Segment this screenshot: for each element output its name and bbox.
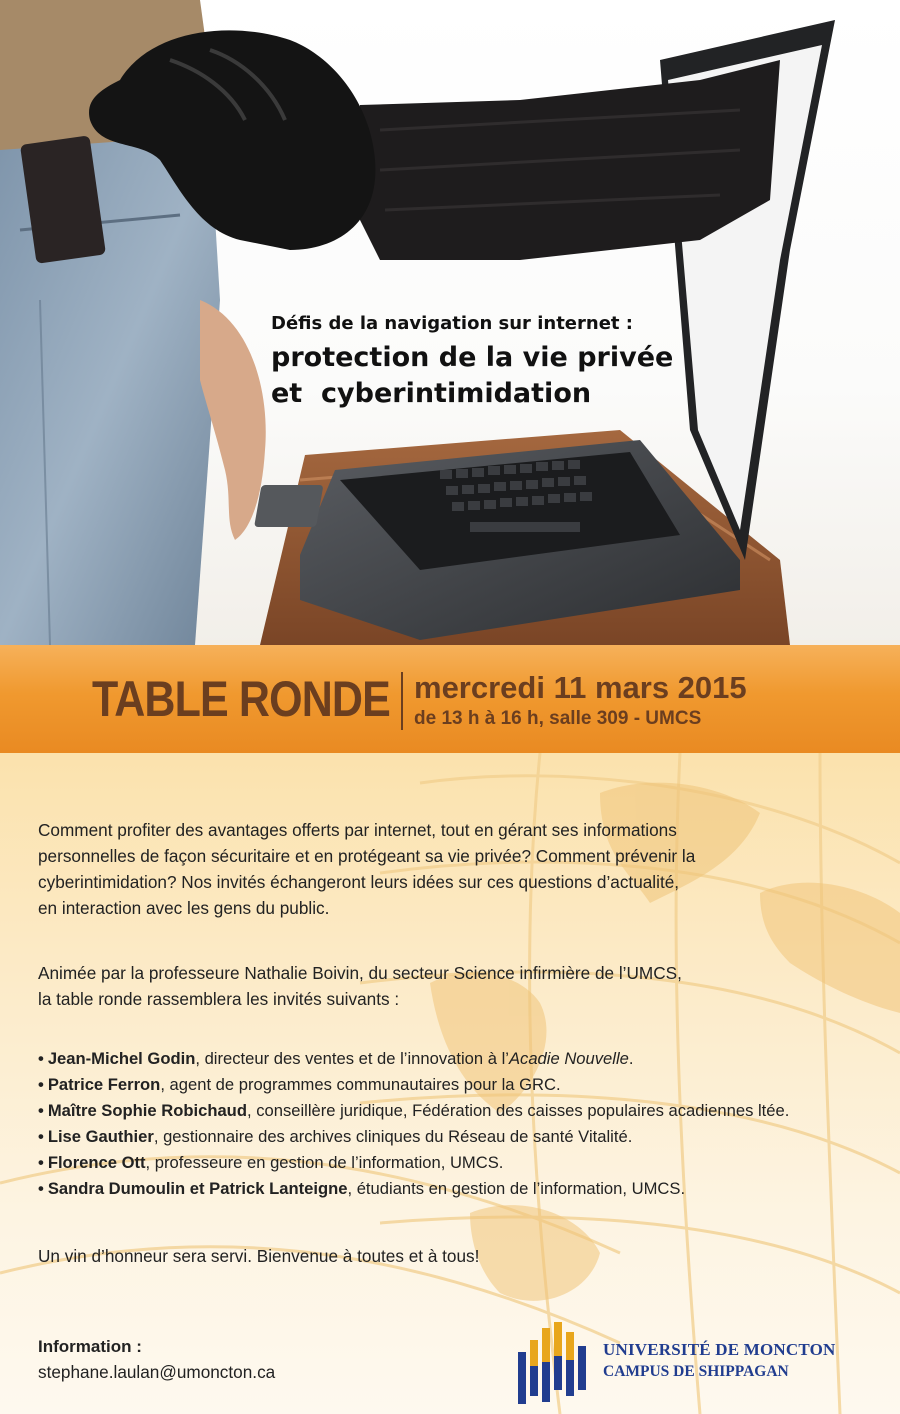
info-label: Information : xyxy=(38,1337,142,1356)
university-logo-icon xyxy=(516,1322,588,1404)
intro-line: personnelles de façon sécuritaire et en protégeant sa vie privée? Comment prévenir la xyxy=(38,846,696,866)
hero-title xyxy=(271,340,673,412)
intro-paragraph xyxy=(38,817,848,921)
intro-line: Comment profiter des avantages offerts par internet, tout en gérant ses informations xyxy=(38,820,677,840)
guest-name: Sandra Dumoulin et Patrick Lanteigne xyxy=(47,1179,348,1198)
hero-photo xyxy=(0,0,900,645)
bullet: • xyxy=(38,1179,44,1198)
intro-line: en interaction avec les gens du public. xyxy=(38,898,330,918)
hero-subtitle: Défis de la navigation sur internet : xyxy=(271,313,633,334)
guest-item xyxy=(38,1072,789,1098)
hero-title-line2: et cyberintimidation xyxy=(271,378,592,409)
guest-description: , conseillère juridique, Fédération des caisses populaires acadiennes ltée. xyxy=(246,1101,790,1120)
guest-description: , étudiants en gestion de l’information, UMCS. xyxy=(347,1179,686,1198)
closing-line: Un vin d’honneur sera servi. Bienvenue à toutes et à tous! xyxy=(38,1246,480,1266)
event-time-place: de 13 h à 16 h, salle 309 - UMCS xyxy=(414,708,702,729)
guest-name: Patrice Ferron xyxy=(47,1075,161,1094)
intro-line: cyberintimidation? Nos invités échangeront leurs idées sur ces questions d’actualité, xyxy=(38,872,680,892)
guest-item xyxy=(38,1098,789,1124)
bullet: • xyxy=(38,1101,44,1120)
host-paragraph xyxy=(38,960,848,1012)
guest-item xyxy=(38,1046,789,1072)
event-date: mercredi 11 mars 2015 xyxy=(414,670,747,705)
guest-item xyxy=(38,1176,789,1202)
guest-organization: Acadie Nouvelle xyxy=(508,1049,629,1068)
bullet: • xyxy=(38,1075,44,1094)
campus-name: CAMPUS DE SHIPPAGAN xyxy=(603,1363,789,1380)
host-line: la table ronde rassemblera les invités suivants : xyxy=(38,989,400,1009)
bullet: • xyxy=(38,1153,44,1172)
guest-description: , professeure en gestion de l’information, UMCS. xyxy=(145,1153,504,1172)
touchpad xyxy=(254,485,323,527)
guest-list xyxy=(38,1046,789,1202)
guest-description: , directeur des ventes et de l’innovation à l’ xyxy=(195,1049,509,1068)
bullet: • xyxy=(38,1127,44,1146)
university-name: UNIVERSITÉ DE MONCTON xyxy=(603,1340,836,1359)
guest-name: Lise Gauthier xyxy=(47,1127,154,1146)
info-email-link[interactable]: stephane.laulan@umoncton.ca xyxy=(38,1362,276,1382)
hero-title-line1: protection de la vie privée xyxy=(271,342,674,373)
guest-description: , agent de programmes communautaires pour la GRC. xyxy=(160,1075,561,1094)
banner-divider xyxy=(401,672,403,730)
host-line: Animée par la professeure Nathalie Boivin, du secteur Science infirmière de l’UMCS, xyxy=(38,963,682,983)
guest-description: , gestionnaire des archives cliniques du Réseau de santé Vitalité. xyxy=(153,1127,633,1146)
guest-end: . xyxy=(628,1049,634,1068)
bullet: • xyxy=(38,1049,44,1068)
banner-title: TABLE RONDE xyxy=(92,671,390,727)
guest-item xyxy=(38,1124,789,1150)
guest-name: Florence Ott xyxy=(47,1153,146,1172)
guest-name: Maître Sophie Robichaud xyxy=(47,1101,247,1120)
guest-name: Jean-Michel Godin xyxy=(47,1049,196,1068)
guest-item xyxy=(38,1150,789,1176)
